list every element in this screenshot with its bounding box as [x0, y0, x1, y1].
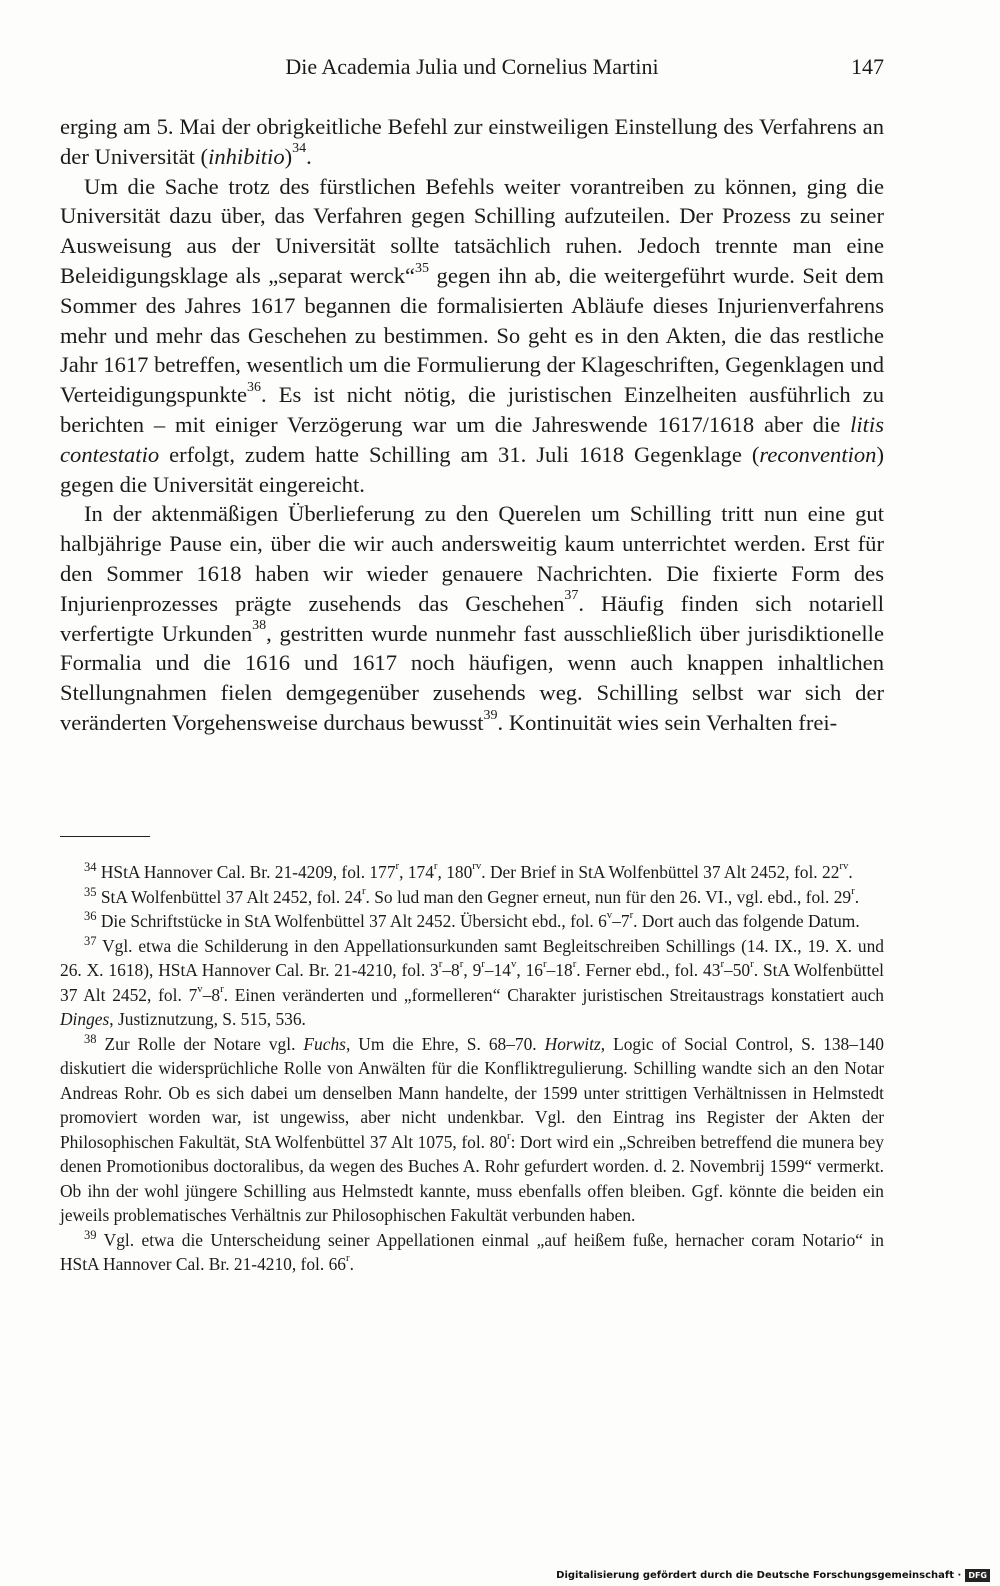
footnote-ref-35[interactable]: 35 [415, 260, 430, 276]
text-run: –18 [546, 960, 573, 980]
author-name: Dinges [60, 1009, 110, 1029]
text-run: . [854, 886, 860, 907]
paragraph-1 [60, 112, 884, 172]
footnote-34 [60, 860, 884, 885]
folio-side: r [345, 1252, 350, 1265]
author-name: Fuchs [303, 1033, 346, 1054]
page-number: 147 [851, 54, 884, 79]
text-run: Um die Sache trotz des fürstlichen Befehls weiter vorantreiben zu können, ging die Universität dazu über, das Verfahren gegen Schilling aufzuteilen. Der Prozess zu seiner Ausweisung aus der Universität sollte tatsächlich ruhen. Jedoch trennte man eine Beleidigungsklage als „separat werck“ [60, 173, 884, 288]
footnote-35 [60, 885, 884, 910]
text-run: . Häufig finden sich notariell verfertigte Urkunden [60, 590, 884, 646]
folio-side: r [572, 958, 577, 971]
folio-side: r [395, 860, 400, 873]
text-run: , 9 [463, 960, 482, 980]
folio-side: r [543, 958, 547, 971]
text-run: –8 [202, 984, 221, 1005]
text-run: ) gegen die Universität eingereicht. [60, 441, 884, 497]
text-run: Zur Rolle der Notare vgl. [96, 1033, 304, 1054]
folio-side: r [220, 982, 224, 995]
folio-side: rv [472, 860, 482, 873]
folio-side: r [507, 1129, 511, 1142]
folio-side: v [510, 958, 517, 971]
text-run: . [349, 1254, 354, 1274]
footnote-number: 37 [84, 933, 97, 948]
text-run: . So lud man den Gegner erneut, nun für den 26. VI., vgl. ebd., fol. 29 [365, 886, 852, 907]
footnotes [60, 860, 884, 1277]
credit-text: Digitalisierung gefördert durch die Deutsche Forschungsgemeinschaft · [556, 1569, 962, 1581]
text-run: ) [284, 143, 293, 169]
text-run: , Justiznutzung, S. 515, 536. [109, 1009, 306, 1029]
footnote-ref-38[interactable]: 38 [252, 618, 267, 634]
italic-term: reconvention [759, 441, 877, 467]
text-run: : Dort wird ein „Schreiben betreffend die munera bey denen Promotionibus doctoralibus, da wegen des Buches A. Rohr gefurdert worden. d. 2. Novembrij 1599“ vermerkt. Ob ihn der wohl jüngere Schilling aus Helmstedt kannte, muss ebenfalls offen bleiben. Ggf. könnte die beiden ein jeweils problematisches Verhältnis zur Philosophischen Fakultät verbunden haben. [60, 1131, 884, 1225]
text-run: –14 [484, 960, 511, 980]
footnote-39 [60, 1228, 884, 1277]
digitization-credit [556, 1568, 990, 1582]
text-run: , gestritten wurde nunmehr fast ausschließlich über jurisdiktionelle Formalia und die 1616 und 1617 noch häufigen, wenn auch knappen inhaltlichen Stellungnahmen fielen demgegenüber zusehends weg. Schilling selbst war sich der veränderten Vorgehensweise durchaus bewusst [60, 620, 884, 735]
text-run: . [848, 862, 853, 882]
text-run: , 16 [516, 960, 543, 980]
paragraph-3 [60, 499, 884, 737]
text-run: . Kontinuität wies sein Verhalten frei- [497, 709, 838, 735]
text-run: StA Wolfenbüttel 37 Alt 2452, fol. 24 [96, 886, 362, 907]
text-run: . [306, 143, 312, 169]
text-run: HStA Hannover Cal. Br. 21-4209, fol. 177 [96, 862, 396, 882]
text-run: Vgl. etwa die Unterscheidung seiner Appellationen einmal „auf heißem fuße, hernacher coram Notario“ in HStA Hannover Cal. Br. 21-4210, fol. 66 [60, 1229, 884, 1274]
footnote-ref-36[interactable]: 36 [247, 379, 261, 395]
text-run: In der aktenmäßigen Überlieferung zu den Querelen um Schilling tritt nun eine gut halbjährige Pause ein, über die wir auch andersweitig kaum unterrichtet werden. Erst für den Sommer 1618 haben wir wieder genauere Nachrichten. Die fixierte Form des Injurienprozesses prägte zusehends das Geschehen [60, 501, 884, 616]
paragraph-2 [60, 172, 884, 500]
text-run: erging am 5. Mai der obrigkeitliche Befehl zur einstweiligen Einstellung des Verfahrens an der Universität ( [60, 114, 884, 169]
author-name: Horwitz [544, 1033, 601, 1054]
folio-side: r [459, 958, 464, 971]
folio-side: r [361, 884, 366, 897]
footnote-38 [60, 1032, 884, 1228]
text-run: . Dort auch das folgende Datum. [633, 911, 860, 931]
footnote-36 [60, 909, 884, 934]
folio-side: r [720, 958, 725, 971]
folio-side: v [606, 909, 613, 922]
footnote-number: 38 [84, 1031, 97, 1046]
text-run: . Der Brief in StA Wolfenbüttel 37 Alt 2452, fol. 22 [481, 862, 840, 882]
text-run: , 180 [437, 862, 473, 882]
folio-side: rv [839, 860, 849, 873]
text-run: Vgl. etwa die Schilderung in den Appellationsurkunden samt Begleitschreiben Schillings (14. IX., 19. X. und 26. X. 1618), HStA Hannover Cal. Br. 21-4210, fol. 3 [60, 935, 884, 980]
footnote-ref-39[interactable]: 39 [483, 707, 498, 723]
folio-side: r [481, 958, 485, 971]
running-title: Die Academia Julia und Cornelius Martini [285, 54, 659, 79]
text-run: gegen ihn ab, die weitergeführt wurde. Seit dem Sommer des Jahres 1617 begannen die formalisierten Abläufe dieses Injurienverfahrens mehr und mehr das Geschehen zu bestimmen. So geht es in den Akten, die das restliche Jahr 1617 betreffen, wesentlich um die Formulierung der Klageschriften, Gegenklagen und Verteidigungspunkte [60, 262, 884, 408]
footnote-divider [60, 836, 150, 837]
text-run: –7 [612, 911, 630, 931]
folio-side: v [197, 982, 203, 995]
footnote-number: 34 [84, 860, 97, 875]
italic-term: litis contestatio [60, 411, 884, 467]
text-run: . Einen veränderten und „formelleren“ Charakter juristischen Streitaustrags konstatiert auch [223, 984, 884, 1005]
text-run: –50 [724, 960, 751, 980]
footnote-ref-34[interactable]: 34 [292, 141, 307, 157]
text-run: , Logic of Social Control, S. 138–140 diskutiert die widersprüchliche Rolle von Anwälten für die Konfliktregulierung. Schilling wandte sich an den Notar Andreas Rohr. Ob es sich dabei um denselben Mann handelte, der 1599 unter strittigen Verhältnissen in Helmstedt promoviert worden war, ist ungewiss, aber nicht undenkbar. Vgl. den Eintrag ins Register der Akten der Philosophischen Fakultät, StA Wolfenbüttel 37 Alt 1075, fol. 80 [60, 1033, 884, 1152]
text-run: . Es ist nicht nötig, die juristischen Einzelheiten ausführlich zu berichten – mit einiger Verzögerung war um die Jahreswende 1617/1618 aber die [60, 382, 884, 437]
footnote-37 [60, 934, 884, 1032]
italic-term: inhibitio [208, 143, 285, 169]
text-run: erfolgt, zudem hatte Schilling am 31. Juli 1618 Gegenklage ( [159, 441, 760, 467]
dfg-logo: DFG [965, 1569, 990, 1582]
folio-side: r [438, 958, 443, 971]
text-run: . StA Wolfenbüttel 37 Alt 2452, fol. 7 [60, 960, 884, 1005]
text-run: Die Schriftstücke in StA Wolfenbüttel 37 Alt 2452. Übersicht ebd., fol. 6 [96, 911, 607, 931]
text-run: , Um die Ehre, S. 68–70. [345, 1033, 545, 1054]
main-text [60, 112, 884, 738]
folio-side: r [433, 860, 438, 873]
text-run: . Ferner ebd., fol. 43 [576, 960, 721, 980]
page-header [60, 50, 884, 90]
folio-side: r [750, 958, 754, 971]
footnote-ref-37[interactable]: 37 [564, 588, 579, 604]
text-run: , 174 [399, 862, 434, 882]
text-run: –8 [442, 960, 460, 980]
footnote-number: 35 [84, 884, 97, 899]
folio-side: r [629, 909, 634, 922]
footnote-number: 36 [84, 909, 97, 924]
footnote-number: 39 [84, 1227, 97, 1242]
folio-side: r [851, 884, 855, 897]
